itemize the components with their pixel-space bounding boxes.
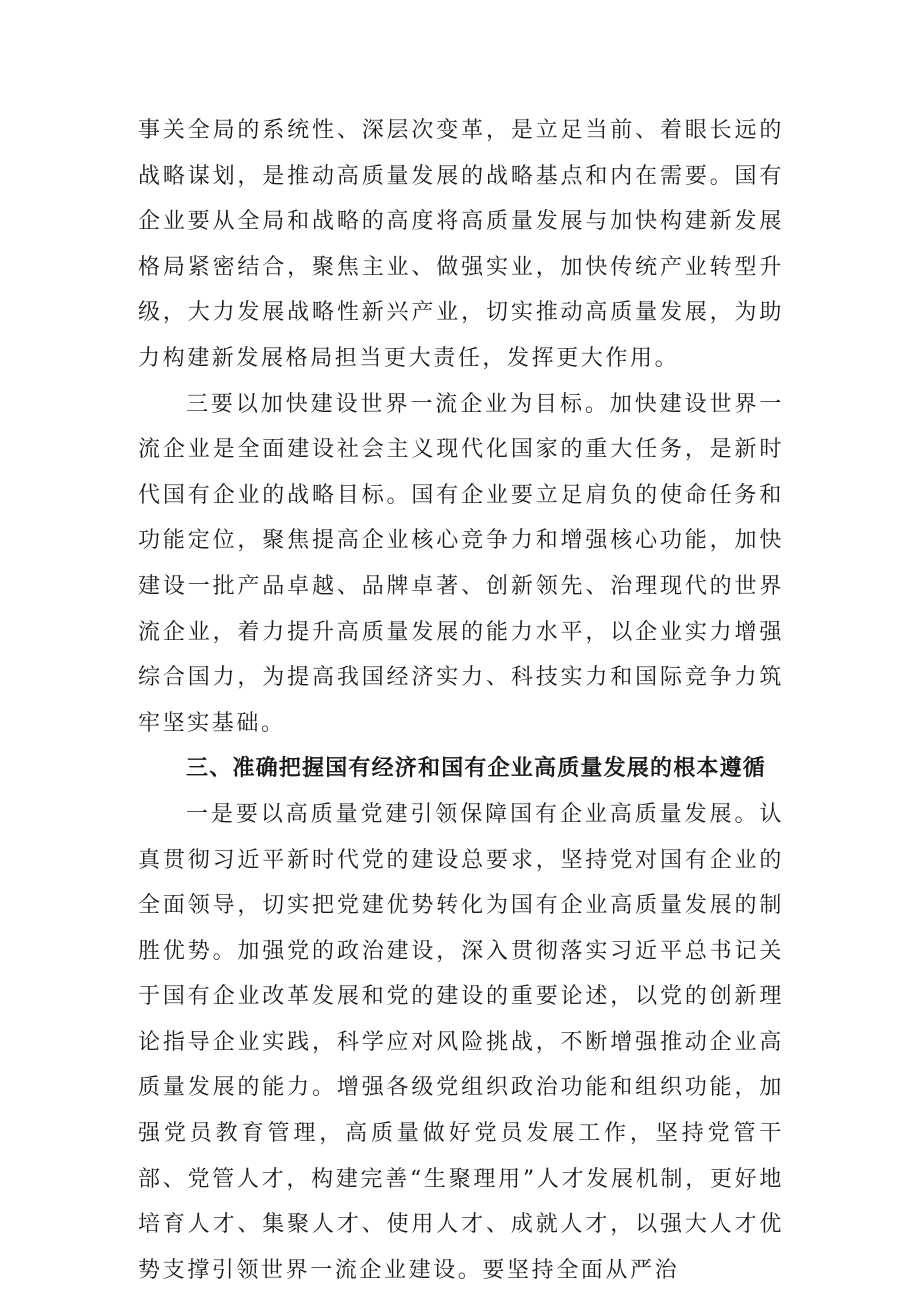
section-heading-3: 三、准确把握国有经济和国有企业高质量发展的根本遵循 — [186, 756, 767, 782]
paragraph-party-building: 一是要以高质量党建引领保障国有企业高质量发展。认真贯彻习近平新时代党的建设总要求，坚持党对国有企业的全面领导，切实把党建优势转化为国有企业高质量发展的制胜优势。加强党的政治建设，深入贯彻落实习近平总书记关于国有企业改革发展和党的建设的重要论述，以党的创新理论指导企业实践，科学应对风险挑战，不断增强推动企业高质量发展的能力。增强各级党组织政治功能和组织功能，加强党员教育管理，高质量做好党员发展工作，坚持党管干部、党管人才，构建完善“生聚理用”人才发展机制，更好地培育人才、集聚人才、使用人才、成就人才，以强大人才优势支撑引领世界一流企业建设。要坚持全面从严治 — [138, 801, 784, 1283]
paragraph-strategic-planning: 事关全局的系统性、深层次变革，是立足当前、着眼长远的战略谋划，是推动高质量发展的战略基点和内在需要。国有企业要从全局和战略的高度将高质量发展与加快构建新发展格局紧密结合，聚焦主业、做强实业，加快传统产业转型升级，大力发展战略性新兴产业，切实推动高质量发展，为助力构建新发展格局担当更大责任，发挥更大作用。 — [138, 118, 784, 371]
document-page — [138, 108, 784, 1293]
paragraph-world-class-goal: 三要以加快建设世界一流企业为目标。加快建设世界一流企业是全面建设社会主义现代化国家的重大任务，是新时代国有企业的战略目标。国有企业要立足肩负的使命任务和功能定位，聚焦提高企业核心竞争力和增强核心功能，加快建设一批产品卓越、品牌卓著、创新领先、治理现代的世界流企业，着力提升高质量发展的能力水平，以企业实力增强综合国力，为提高我国经济实力、科技实力和国际竞争力筑牢坚实基础。 — [138, 391, 784, 736]
